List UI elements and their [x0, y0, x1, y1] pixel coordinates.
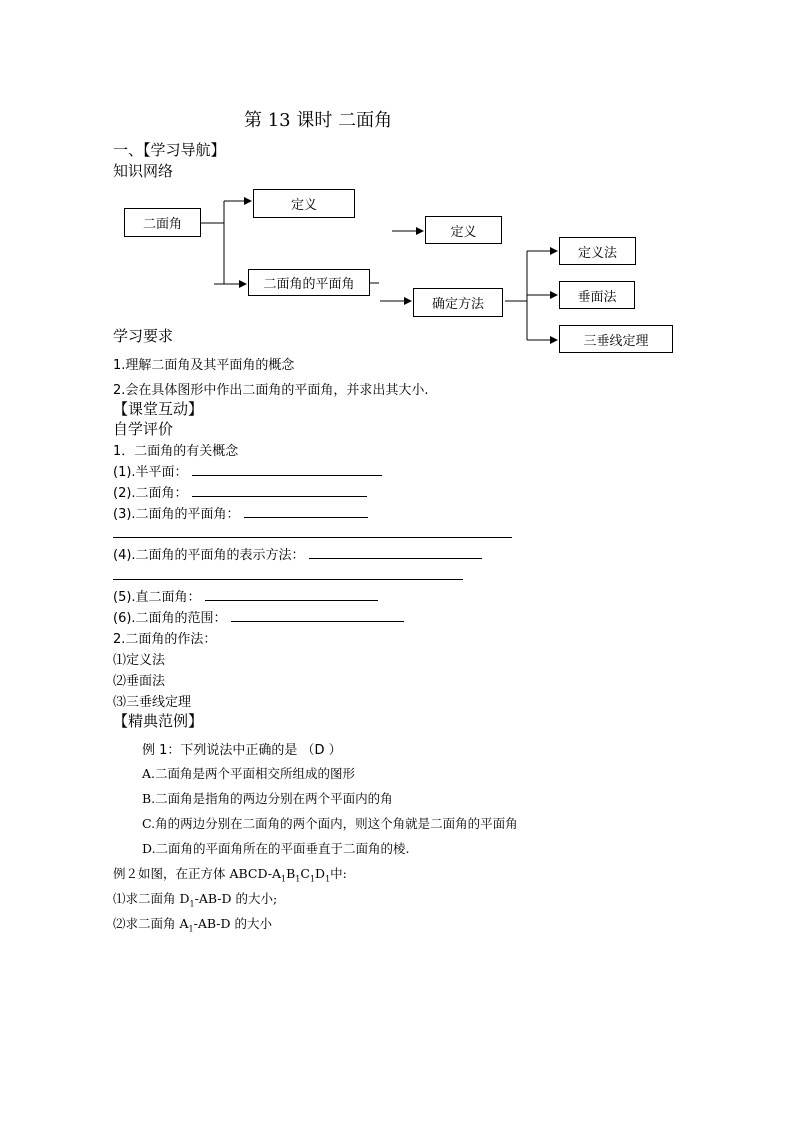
blank-line[interactable] [244, 504, 368, 518]
example-1-option-c: C.角的两边分别在二面角的两个面内，则这个角就是二面角的平面角 [142, 816, 518, 831]
half-plane-label: (1).半平面： [113, 465, 188, 480]
example-1-stem: 例 1：下列说法中正确的是 （D ） [142, 743, 342, 758]
subscript: 1 [188, 924, 194, 934]
diagram-connectors [0, 0, 794, 360]
example-1-option-b: B.二面角是指角的两边分别在两个平面内的角 [142, 791, 393, 806]
diagram-node-plane-angle: 二面角的平面角 [248, 269, 370, 296]
range-label: (6).二面角的范围： [113, 611, 227, 626]
fill-line-plane-angle [113, 503, 368, 522]
example-1-option-a: A.二面角是两个平面相交所组成的图形 [142, 766, 356, 781]
study-requirements-heading: 学习要求 [113, 327, 174, 345]
diagram-node-definition: 定义 [253, 189, 355, 218]
fill-line-half-plane [113, 461, 382, 480]
subscript: 1 [309, 874, 316, 884]
stem-part: D [315, 866, 326, 881]
diagram-node-three-perpendiculars-theorem: 三垂线定理 [559, 325, 673, 353]
blank-line[interactable] [192, 483, 367, 497]
fill-line-notation [113, 544, 482, 563]
question-part: ⑴求二面角 D [113, 891, 190, 906]
knowledge-network-heading: 知识网络 [113, 162, 174, 180]
requirement-2: 2.会在具体图形中作出二面角的平面角，并求出其大小. [113, 383, 429, 398]
question-part: -AB-D 的大小 [193, 916, 272, 931]
fill-line-dihedral-angle [113, 482, 367, 501]
blank-line[interactable] [309, 545, 482, 559]
dihedral-angle-label: (2).二面角： [113, 486, 188, 501]
section-learning-guide: 一、【学习导航】 [113, 141, 226, 159]
diagram-node-dihedral-angle: 二面角 [124, 208, 201, 237]
fill-line-range [113, 607, 404, 626]
section-classic-examples: 【精典范例】 [113, 712, 204, 730]
question-part: ⑵求二面角 A [113, 916, 189, 931]
continuation-line[interactable] [113, 579, 463, 580]
subscript: 1 [325, 874, 331, 884]
subscript: 1 [281, 874, 287, 884]
stem-part: 中: [330, 866, 347, 881]
stem-part: C [300, 866, 310, 881]
method-item-3: ⑶三垂线定理 [113, 695, 192, 710]
example-2-stem [113, 864, 347, 884]
diagram-node-definition-method: 定义法 [559, 237, 636, 265]
stem-part: 例２如图，在正方体 ABCD-A [113, 866, 281, 881]
plane-angle-label: (3).二面角的平面角： [113, 507, 240, 522]
diagram-node-perpendicular-plane-method: 垂面法 [559, 281, 635, 309]
blank-line[interactable] [205, 587, 378, 601]
question-1-title: 1．二面角的有关概念 [113, 444, 239, 459]
question-part: -AB-D 的大小; [194, 891, 278, 906]
example-1-option-d: D.二面角的平面角所在的平面垂直于二面角的棱. [142, 841, 410, 856]
stem-part: B [286, 866, 296, 881]
self-evaluation-heading: 自学评价 [113, 420, 174, 438]
diagram-node-method: 确定方法 [413, 288, 503, 317]
diagram-node-plane-angle-definition: 定义 [425, 216, 502, 244]
subscript: 1 [189, 899, 195, 909]
fill-line-right-dihedral [113, 586, 378, 605]
section-classroom-interaction: 【课堂互动】 [113, 400, 204, 418]
question-2-title: 2.二面角的作法： [113, 632, 217, 647]
requirement-1: 1.理解二面角及其平面角的概念 [113, 358, 295, 373]
notation-label: (4).二面角的平面角的表示方法： [113, 548, 305, 563]
page-title: 第 13 课时 二面角 [244, 110, 393, 131]
subscript: 1 [295, 874, 301, 884]
blank-line[interactable] [192, 462, 382, 476]
example-2-question-2 [113, 914, 272, 934]
method-item-2: ⑵垂面法 [113, 674, 166, 689]
blank-line[interactable] [231, 608, 404, 622]
example-2-question-1 [113, 889, 277, 909]
right-dihedral-label: (5).直二面角： [113, 590, 201, 605]
continuation-line[interactable] [113, 537, 512, 538]
method-item-1: ⑴定义法 [113, 653, 166, 668]
